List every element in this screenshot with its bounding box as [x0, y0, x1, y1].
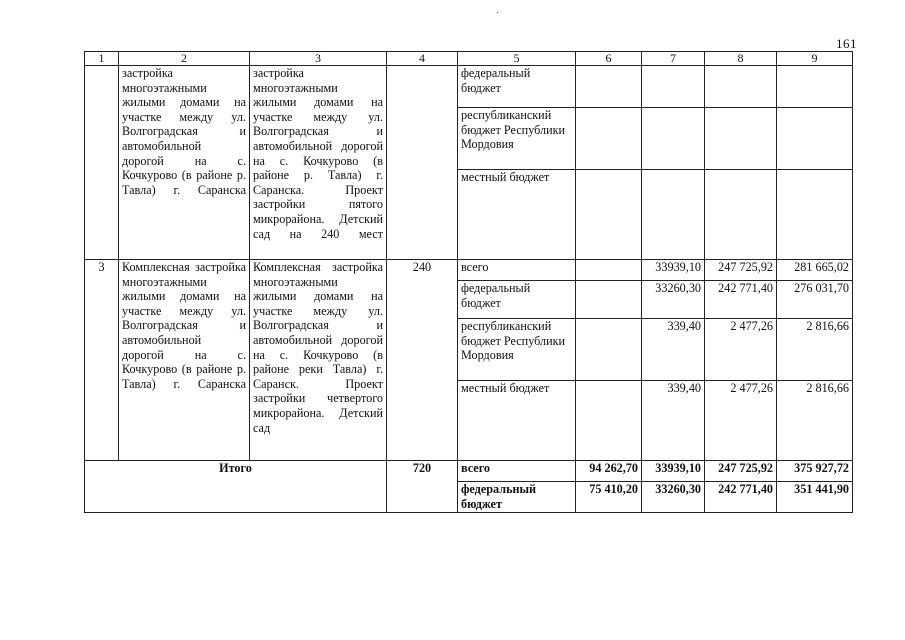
funding-source-cell: республиканский бюджет Республики Мордовия: [458, 319, 576, 381]
amount-cell: 2 816,66: [777, 381, 853, 461]
funding-source-cell: местный бюджет: [458, 170, 576, 260]
scan-speck: [497, 12, 498, 13]
capacity-cell: 240: [387, 260, 458, 461]
col-header-4: 4: [387, 52, 458, 66]
amount-cell: 276 031,70: [777, 281, 853, 319]
amount-cell: [705, 66, 777, 108]
amount-cell: [777, 108, 853, 170]
row-number-cell: 3: [85, 260, 119, 461]
amount-cell: [576, 66, 642, 108]
amount-cell: 2 477,26: [705, 319, 777, 381]
amount-cell: [642, 66, 705, 108]
funding-source-cell: всего: [458, 260, 576, 281]
amount-cell: 281 665,02: [777, 260, 853, 281]
col-header-1: 1: [85, 52, 119, 66]
amount-cell: [642, 170, 705, 260]
amount-cell: [705, 170, 777, 260]
col-header-6: 6: [576, 52, 642, 66]
col-header-3: 3: [250, 52, 387, 66]
column-numbers-row: [85, 52, 853, 66]
page-number: 161: [836, 36, 857, 51]
amount-cell: [705, 108, 777, 170]
amount-cell: 33939,10: [642, 260, 705, 281]
col-header-8: 8: [705, 52, 777, 66]
table-row: [85, 66, 853, 108]
total-amount-cell: 242 771,40: [705, 482, 777, 513]
amount-cell: [576, 319, 642, 381]
total-amount-cell: 375 927,72: [777, 461, 853, 482]
amount-cell: [642, 108, 705, 170]
total-amount-cell: 94 262,70: [576, 461, 642, 482]
table-row: [85, 260, 853, 281]
col-header-5: 5: [458, 52, 576, 66]
amount-cell: 247 725,92: [705, 260, 777, 281]
amount-cell: 2 816,66: [777, 319, 853, 381]
total-amount-cell: 75 410,20: [576, 482, 642, 513]
amount-cell: 242 771,40: [705, 281, 777, 319]
funding-source-cell: всего: [458, 461, 576, 482]
amount-cell: [576, 108, 642, 170]
amount-cell: [576, 381, 642, 461]
amount-cell: 33260,30: [642, 281, 705, 319]
amount-cell: 339,40: [642, 381, 705, 461]
amount-cell: [576, 260, 642, 281]
col-header-9: 9: [777, 52, 853, 66]
project-description-cell: застройка многоэтажными жилыми домами на участке между ул. Волгоградская и автомобильной дорогой на с. Кочкурово (в районе р. Тавла) г. Саранска. Проект застройки пятого микрорайона. Детский сад на 240 мест: [250, 66, 387, 260]
total-amount-cell: 33939,10: [642, 461, 705, 482]
row-number-cell: [85, 66, 119, 260]
amount-cell: 339,40: [642, 319, 705, 381]
amount-cell: [777, 170, 853, 260]
funding-source-cell: федеральный бюджет: [458, 66, 576, 108]
total-amount-cell: 247 725,92: [705, 461, 777, 482]
capacity-cell: [387, 66, 458, 260]
total-amount-cell: 351 441,90: [777, 482, 853, 513]
funding-source-cell: федеральный бюджет: [458, 482, 576, 513]
total-label-cell: Итого: [85, 461, 387, 513]
object-name-cell: Комплексная застройка многоэтажными жилыми домами на участке между ул. Волгоградская и автомобильной дорогой на с. Кочкурово (в районе р. Тавла) г. Саранска: [119, 260, 250, 461]
project-description-cell: Комплексная застройка многоэтажными жилыми домами на участке между ул. Волгоградская и автомобильной дорогой на с. Кочкурово (в районе реки Тавла) г. Саранск. Проект застройки четвертого микрорайона. Детский сад: [250, 260, 387, 461]
total-capacity-cell: 720: [387, 461, 458, 513]
amount-cell: [576, 170, 642, 260]
total-amount-cell: 33260,30: [642, 482, 705, 513]
total-row: [85, 461, 853, 482]
amount-cell: 2 477,26: [705, 381, 777, 461]
object-name-cell: застройка многоэтажными жилыми домами на участке между ул. Волгоградская и автомобильной дорогой на с. Кочкурово (в районе р. Тавла) г. Саранска: [119, 66, 250, 260]
col-header-2: 2: [119, 52, 250, 66]
amount-cell: [777, 66, 853, 108]
financing-table: [84, 51, 853, 513]
funding-source-cell: федеральный бюджет: [458, 281, 576, 319]
amount-cell: [576, 281, 642, 319]
col-header-7: 7: [642, 52, 705, 66]
funding-source-cell: республиканский бюджет Республики Мордовия: [458, 108, 576, 170]
funding-source-cell: местный бюджет: [458, 381, 576, 461]
